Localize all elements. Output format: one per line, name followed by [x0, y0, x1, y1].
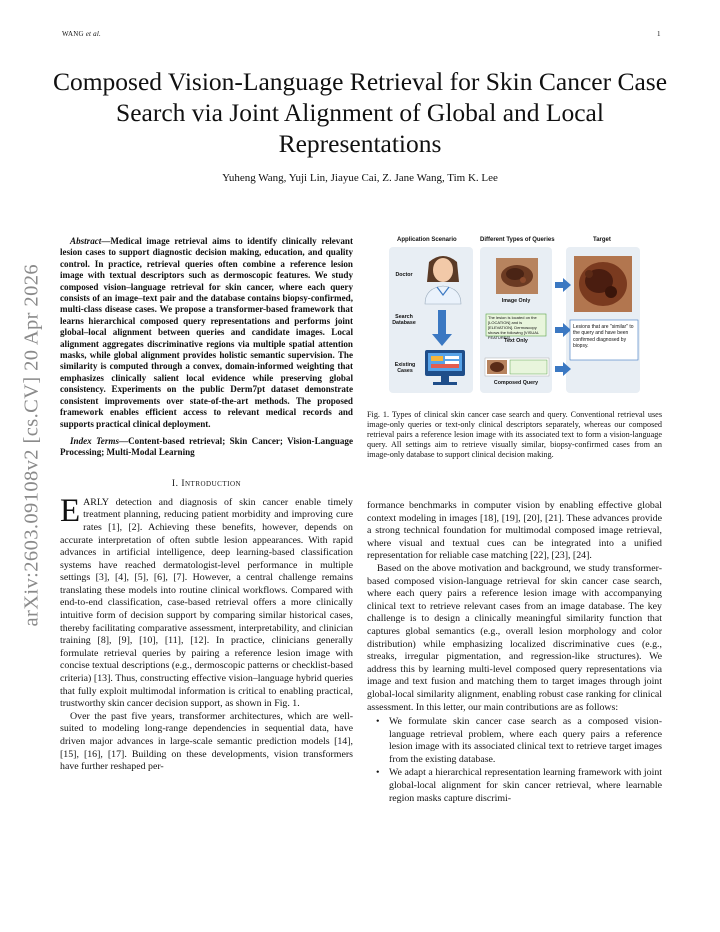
intro-paragraph-1: [60, 492, 353, 711]
fig-row-search-db: Search Database: [392, 314, 416, 326]
abstract-text: —Medical image retrieval aims to identify clinically relevant lesion cases to support diagnostic decision making, education, and quality control. In practice, retrieval queries often combine a reference lesion image with textual descriptors such as dermoscopic features. We study composed vision–language retrieval for skin cancer, where each query consists of an image–text pair and the database contains biopsy-confirmed, multi-class disease cases. We propose a transformer-based framework that learns hierarchical composed query representations and performs joint global–local alignment between queries and candidate images. Local alignment aggregates discriminative regions via multiple spatial attention masks, while global alignment provides holistic semantic supervision. The similarity is computed through a convex, domain-informed weighting that emphasizes clinically salient local evidence while preserving global consistency. Experiments on the public Derm7pt dataset demonstrate consistent improvements over state-of-the-art methods. The proposed framework enables efficient access to relevant medical records and supports practical clinical deployment.: [60, 236, 353, 429]
arrow-right-3: [555, 362, 571, 376]
target-lesion-image: [574, 256, 632, 312]
intro-paragraph-1-text: ARLY detection and diagnosis of skin cancer enable timely treatment planning, reducing patient morbidity and improving cure rates [1], [2]. Achieving these benefits, however, depends on accurate interpretation of often subtle lesion appearances. With rapid advances in artificial intelligence, deep learning-based classification systems have reached dermatologist-level performance in multiple settings [3], [4], [5], [6], [7]. However, a central challenge remains translating these models into routine clinical workflows. Compared with end-to-end classification, case-based retrieval offers a more clinically intuitive form of decision support by comparing similar historical cases, thereby facilitating comparative assessment, interpretability, and clinician training [8], [9], [10], [11], [12]. In practice, clinicians generally formulate retrieval queries by pairing a reference lesion image with concise textual descriptions (e.g., dermoscopic patterns or checklist-based criteria) [13]. Thus, constructing effective vision–language hybrid queries that fully exploit multimodal information is critical to enabling practical, trustworthy skin cancer decision support, as shown in Fig. 1.: [60, 496, 353, 710]
fig-col-title-queries: Different Types of Queries: [480, 237, 555, 243]
intro-body-right: [367, 500, 662, 806]
figure-1: [367, 234, 662, 394]
contribution-item-text: We formulate skin cancer case search as a composed vision-language retrieval problem, where each query pairs a reference lesion image with its associated clinical text to retrieve target images from the existing database.: [389, 716, 662, 765]
index-terms-text: —Content-based retrieval; Skin Cancer; Vision-Language Processing; Multi-Modal Learning: [60, 435, 353, 458]
composed-query-box: [485, 358, 549, 376]
bullet-icon: •: [376, 716, 380, 728]
intro-body-left: [60, 492, 353, 774]
fig-label-text-only: Text Only: [504, 338, 528, 344]
arxiv-stamp: arXiv:2603.09108v2 [cs.CV] 20 Apr 2026: [20, 263, 43, 627]
fig-col-title-target: Target: [593, 237, 611, 243]
lesion-image-only: [496, 258, 538, 294]
intro-paragraph-3: Based on the above motivation and background, we study transformer-based composed vision-language retrieval for skin cancer case search, where each query pairs a reference lesion image with accompanying clinical text to retrieve relevant cases from an image database. The key challenge is to design a clinically meaningful similarity function that captures global semantics (e.g., overall lesion morphology and color distribution) while emphasizing localized discriminative cues (e.g., streaks, irregular pigmentation, and regression-like structures). We address this by learning multi-level composed query representations via image and text fusion and matching them to target images through joint global-local similarity alignment, enabling robust case ranking for clinical assessment. In this letter, our main contributions are as follows:: [367, 562, 662, 713]
fig-label-image-only: Image Only: [501, 298, 531, 304]
contribution-item: [367, 767, 662, 805]
paper-title: Composed Vision-Language Retrieval for Skin Cancer Case Search via Joint Alignment of Global and Local Representations: [52, 67, 668, 158]
index-terms-label: Index Terms: [70, 435, 119, 446]
figure-1-graphics: [367, 234, 662, 394]
index-terms: [60, 436, 353, 459]
contribution-item: [367, 716, 662, 766]
arrow-right-1: [555, 278, 571, 292]
fig-col-title-scenario: Application Scenario: [397, 237, 457, 243]
running-head-etal: et al.: [85, 30, 101, 38]
arrow-right-2: [555, 323, 571, 337]
intro-paragraph-2: Over the past five years, transformer architectures, which are well-suited to modeling long-range dependencies in sequential data, have driven major advances in large-scale semantic prediction models [14], [15], [16], [17]. Building on these developments, vision transformers have further reshaped per-: [60, 710, 353, 773]
fig-target-text: Lesions that are "similar" to the query and have been confirmed diagnosed by biopsy.: [573, 324, 634, 349]
fig-row-doctor: Doctor: [395, 272, 413, 278]
doctor-icon: [425, 256, 461, 304]
running-head-author: WANG: [62, 30, 84, 38]
contribution-list: [367, 716, 662, 805]
computer-icon: [425, 350, 465, 385]
fig-label-composed: Composed Query: [493, 380, 539, 386]
intro-paragraph-2-continued: formance benchmarks in computer vision by enabling effective global context modeling in images [18], [19], [20], [21]. These advances provide a strong technical foundation for multimodal composed image retrieval, where visual and textual cues can be integrated into a unified representation for reliable case matching [22], [23], [24].: [367, 500, 662, 562]
section-heading: [60, 479, 353, 489]
fig-text-query: The lesion is located on the [LOCATION] and is [ELEVATION]. Dermoscopy shows the following [VISUAL FEATURES].: [488, 315, 539, 340]
left-column: [60, 236, 353, 774]
contribution-item-text: We adapt a hierarchical representation learning framework with joint global-local alignment for skin cancer retrieval, where learnable region masks capture discrimi-: [389, 767, 662, 804]
abstract-label: Abstract: [70, 236, 102, 246]
bullet-icon: •: [376, 767, 380, 779]
scenario-arrow-down: [432, 310, 452, 346]
running-head: [62, 30, 101, 38]
fig-row-existing: Existing Cases: [394, 362, 416, 374]
abstract: [60, 236, 353, 430]
dropcap: E: [60, 492, 81, 529]
author-list: Yuheng Wang, Yuji Lin, Jiayue Cai, Z. Jane Wang, Tim K. Lee: [222, 172, 498, 184]
page-number: 1: [657, 30, 661, 38]
figure-1-caption: Fig. 1. Types of clinical skin cancer case search and query. Conventional retrieval uses image-only queries or text-only clinical descriptors separately, whereas our composed retrieval pairs a reference lesion image with its associated text to form a vision-language query. All settings aim to retrieve visually similar, biopsy-confirmed cases from an image-only database to support clinical decision making.: [367, 410, 662, 459]
section-heading-text: I. Introduction: [171, 478, 242, 489]
